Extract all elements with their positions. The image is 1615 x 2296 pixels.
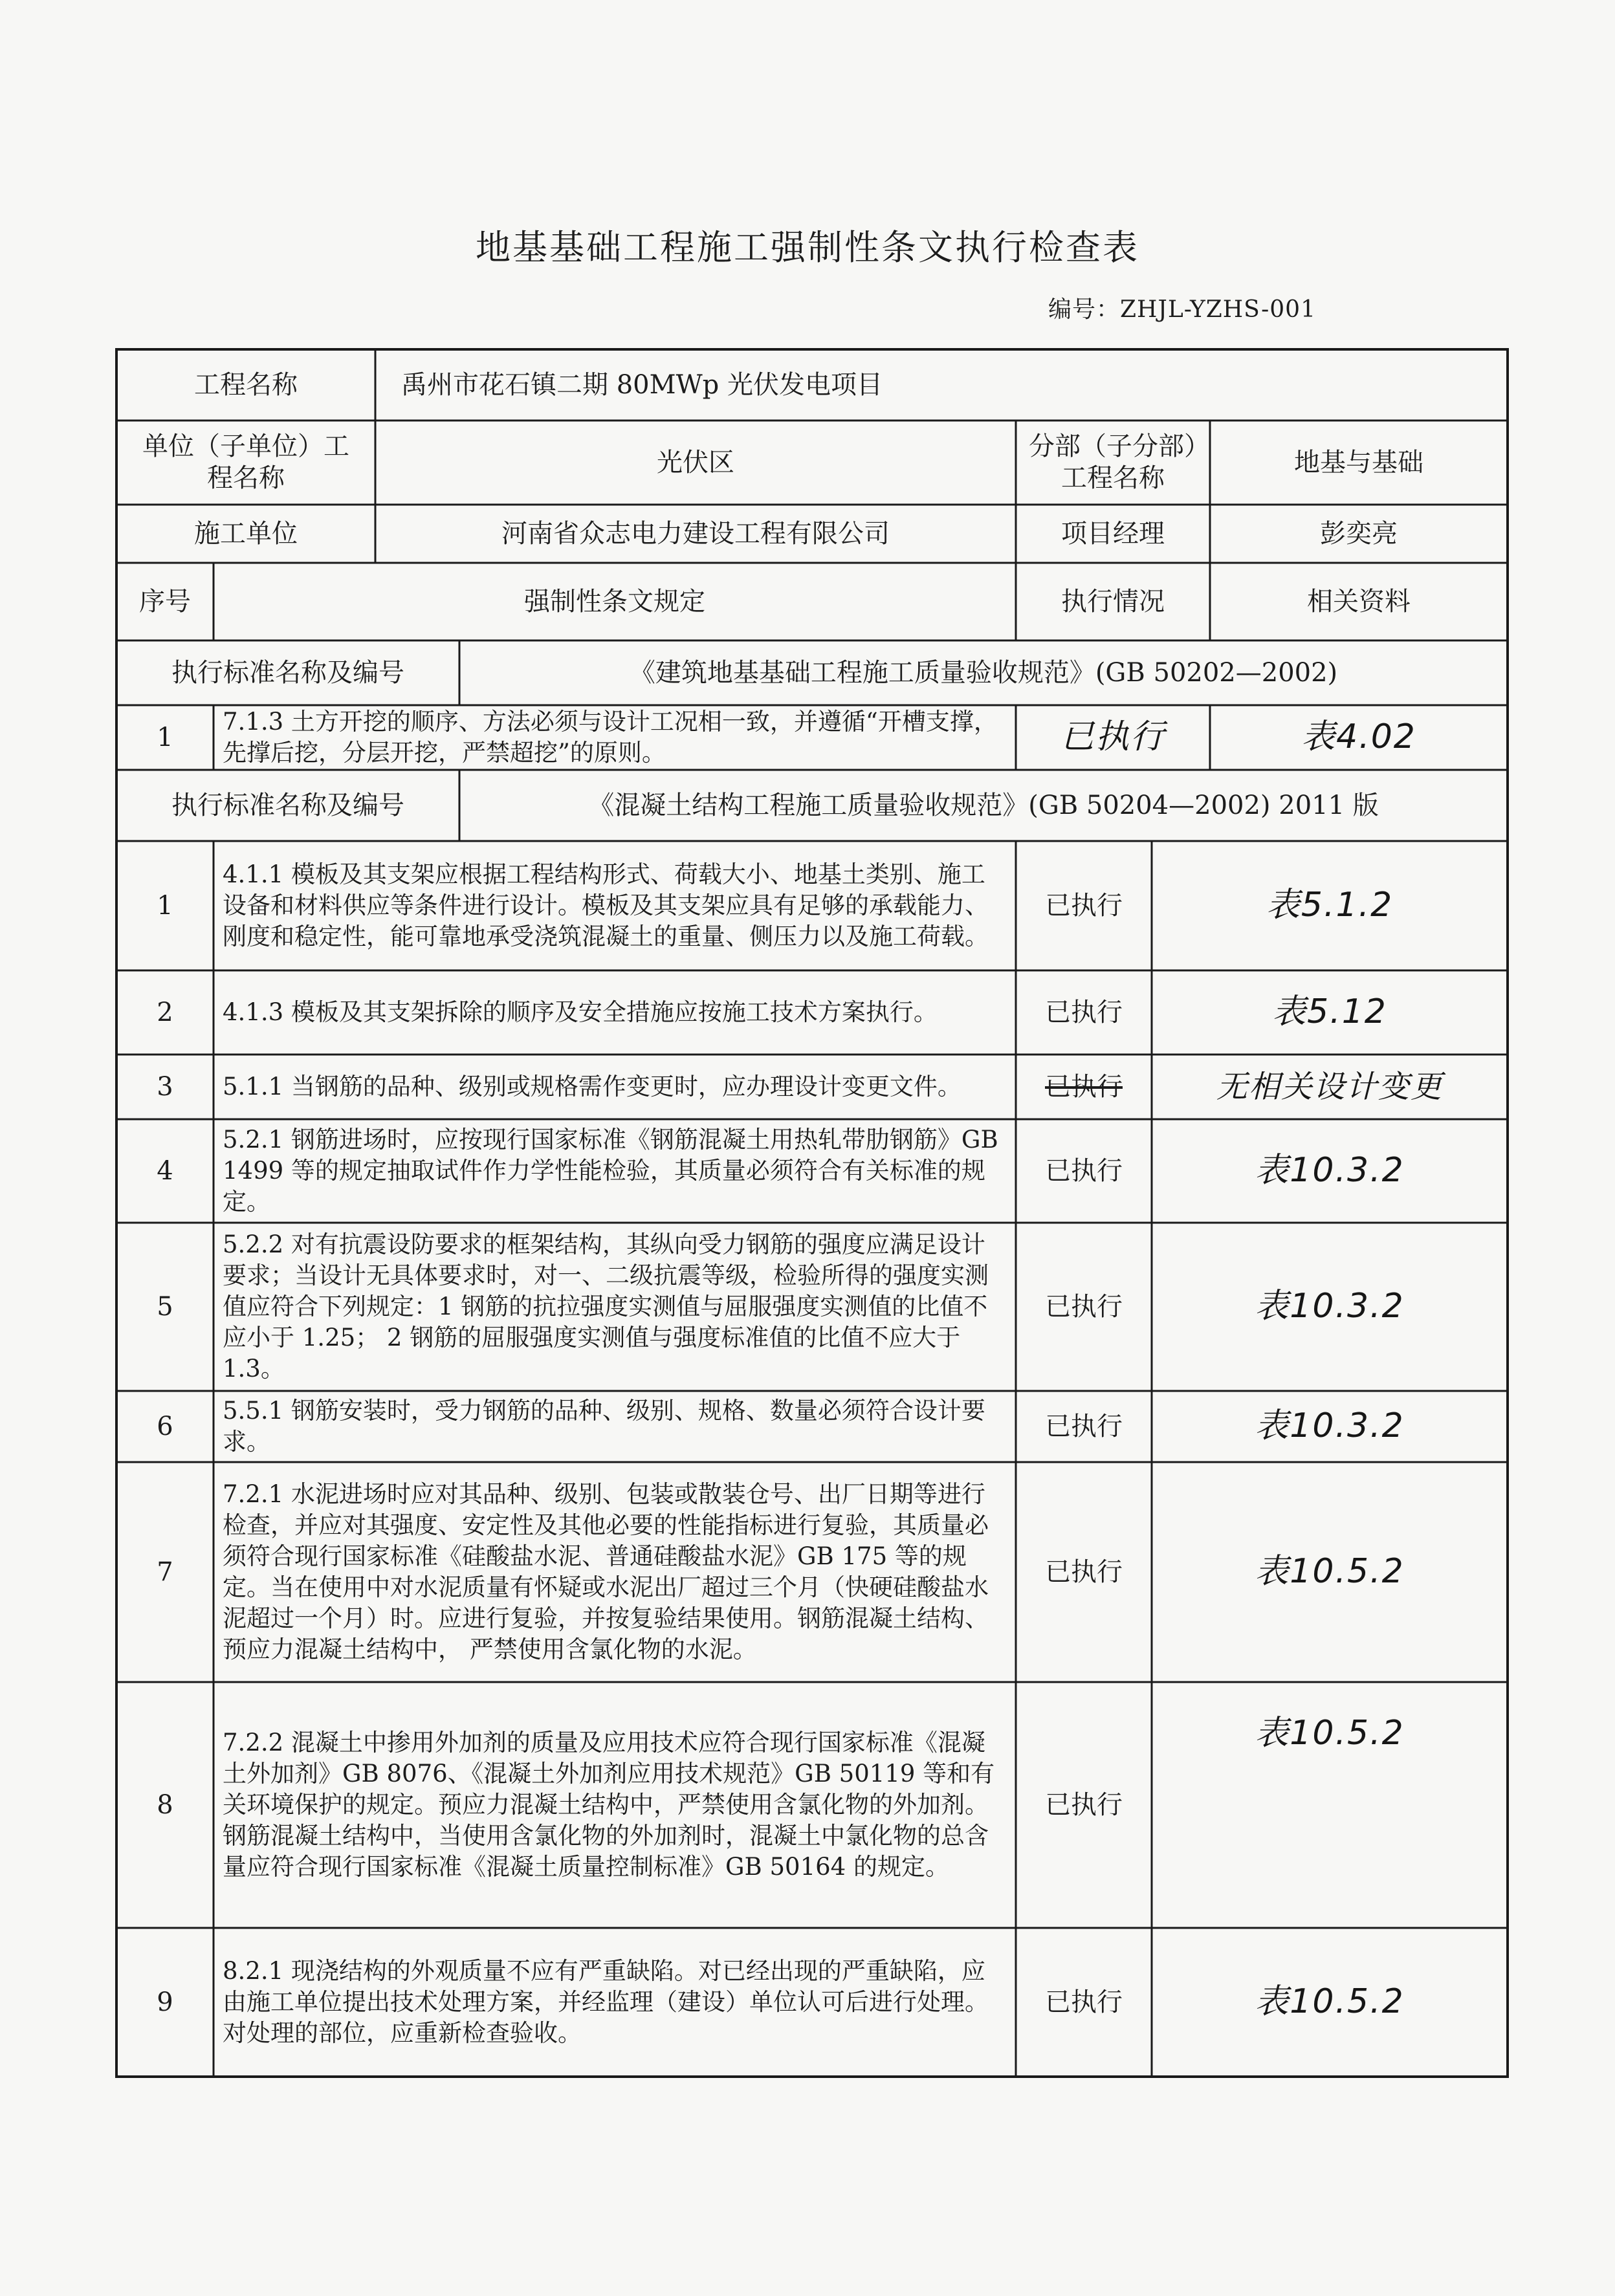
project-manager-label: 项目经理 — [1061, 518, 1165, 549]
rule-text: 8.2.1 现浇结构的外观质量不应有严重缺陷。对已经出现的严重缺陷，应由施工单位提出技术处理方案，并经监理（建设）单位认可后进行处理。对处理的部位，应重新检查验收。 — [223, 1956, 989, 2048]
rule-text: 4.1.3 模板及其支架拆除的顺序及安全措施应按施工技术方案执行。 — [223, 998, 938, 1026]
execution-status: 已执行 — [1045, 1557, 1123, 1587]
rule-text: 5.1.1 当钢筋的品种、级别或规格需作变更时，应办理设计变更文件。 — [223, 1072, 961, 1100]
row-number: 6 — [157, 1411, 173, 1441]
standard-label: 执行标准名称及编号 — [171, 657, 404, 688]
constructor-value: 河南省众志电力建设工程有限公司 — [501, 518, 890, 549]
rule-text: 5.2.2 对有抗震设防要求的框架结构，其纵向受力钢筋的强度应满足设计要求；当设计无具体要求时，对一、二级抗震等级，检验所得的强度实测值应符合下列规定：1 钢筋的抗拉强度实测值与屈服强度实测值的比值不应小于 1.25； 2 钢筋的屈服强度实测值与强度标准值的比值不应大于 1.3。 — [223, 1230, 989, 1383]
row-number: 8 — [157, 1789, 173, 1820]
project-name-value: 禹州市花石镇二期 80MWp 光伏发电项目 — [401, 369, 883, 400]
execution-status: 已执行 — [1045, 997, 1123, 1027]
rule-text: 4.1.1 模板及其支架应根据工程结构形式、荷载大小、地基土类别、施工设备和材料供应等条件进行设计。模板及其支架应具有足够的承载能力、刚度和稳定性，能可靠地承受浇筑混凝土的重量、侧压力以及施工荷载。 — [223, 860, 989, 951]
rule-text: 7.2.1 水泥进场时应对其品种、级别、包装或散装仓号、出厂日期等进行检查，并应对其强度、安定性及其他必要的性能指标进行复验，其质量必须符合现行国家标准《硅酸盐水泥、普通硅酸盐水泥》GB 175 等的规定。当在使用中对水泥质量有怀疑或水泥出厂超过三个月（快硬硅酸盐水泥超过一个月）时。应进行复验，并按复验结果使用。钢筋混凝土结构、预应力混凝土结构中， 严禁使用含氯化物的水泥。 — [223, 1480, 989, 1664]
related-document-ref: 表5.12 — [1272, 992, 1387, 1032]
rule-text: 7.1.3 土方开挖的顺序、方法必须与设计工况相一致，并遵循“开槽支撑，先撑后挖，分层开挖，严禁超挖”的原则。 — [223, 707, 998, 767]
column-header-rule: 强制性条文规定 — [524, 586, 705, 617]
project-manager-value: 彭奕亮 — [1320, 518, 1398, 549]
row-number: 4 — [157, 1155, 173, 1186]
standard-value: 《建筑地基基础工程施工质量验收规范》(GB 50202—2002) — [629, 657, 1338, 688]
rule-text: 7.2.2 混凝土中掺用外加剂的质量及应用技术应符合现行国家标准《混凝土外加剂》GB 8076、《混凝土外加剂应用技术规范》GB 50119 等和有关环境保护的规定。预应力混凝土结构中，严禁使用含氯化物的外加剂。钢筋混凝土结构中，当使用含氯化物的外加剂时，混凝土中氯化物的总含量应符合现行国家标准《混凝土质量控制标准》GB 50164 的规定。 — [223, 1728, 995, 1881]
row-number: 7 — [157, 1557, 173, 1587]
subunit-name-label: 分部（子分部）工程名称 — [1029, 432, 1197, 493]
standard-label: 执行标准名称及编号 — [171, 790, 404, 820]
execution-status: 已执行 — [1045, 1291, 1123, 1322]
rule-text: 5.5.1 钢筋安装时，受力钢筋的品种、级别、规格、数量必须符合设计要求。 — [223, 1396, 985, 1456]
unit-name-label: 单位（子单位）工程名称 — [142, 432, 349, 493]
row-number: 2 — [157, 997, 173, 1027]
execution-status: 已执行 — [1045, 1789, 1123, 1820]
related-document-ref: 表10.5.2 — [1255, 1714, 1405, 1753]
column-header-docs: 相关资料 — [1307, 586, 1411, 617]
subunit-name-value: 地基与基础 — [1294, 447, 1423, 477]
execution-status: 已执行 — [1060, 717, 1165, 757]
related-document-ref: 表4.02 — [1301, 717, 1416, 757]
constructor-label: 施工单位 — [194, 518, 298, 549]
document-title: 地基基础工程施工强制性条文执行检查表 — [476, 227, 1139, 268]
unit-name-value: 光伏区 — [657, 447, 734, 477]
execution-status: 已执行 — [1045, 890, 1123, 921]
row-number: 1 — [157, 722, 173, 752]
row-number: 9 — [157, 1987, 173, 2017]
related-document-ref: 无相关设计变更 — [1216, 1068, 1443, 1105]
related-document-ref: 表10.3.2 — [1255, 1406, 1405, 1446]
related-document-ref: 表10.3.2 — [1255, 1287, 1405, 1326]
document-number: 编号：ZHJL-YZHS-001 — [1048, 296, 1316, 323]
standard-value: 《混凝土结构工程施工质量验收规范》(GB 50204—2002) 2011 版 — [588, 790, 1379, 820]
related-document-ref: 表10.5.2 — [1255, 1552, 1405, 1591]
row-number: 5 — [157, 1291, 173, 1322]
project-name-label: 工程名称 — [194, 369, 298, 400]
row-number: 1 — [157, 890, 173, 921]
related-document-ref: 表10.5.2 — [1255, 1982, 1405, 2022]
related-document-ref: 表5.1.2 — [1266, 886, 1394, 925]
execution-status: 已执行 — [1045, 1071, 1123, 1102]
column-header-seq: 序号 — [139, 586, 191, 617]
execution-status: 已执行 — [1045, 1411, 1123, 1441]
related-document-ref: 表10.3.2 — [1255, 1151, 1405, 1190]
rule-text: 5.2.1 钢筋进场时，应按现行国家标准《钢筋混凝土用热轧带肋钢筋》GB 1499 等的规定抽取试件作力学性能检验，其质量必须符合有关标准的规定。 — [223, 1125, 998, 1216]
column-header-status: 执行情况 — [1061, 586, 1165, 617]
execution-status: 已执行 — [1045, 1987, 1123, 2017]
execution-status: 已执行 — [1045, 1155, 1123, 1186]
row-number: 3 — [157, 1071, 173, 1102]
